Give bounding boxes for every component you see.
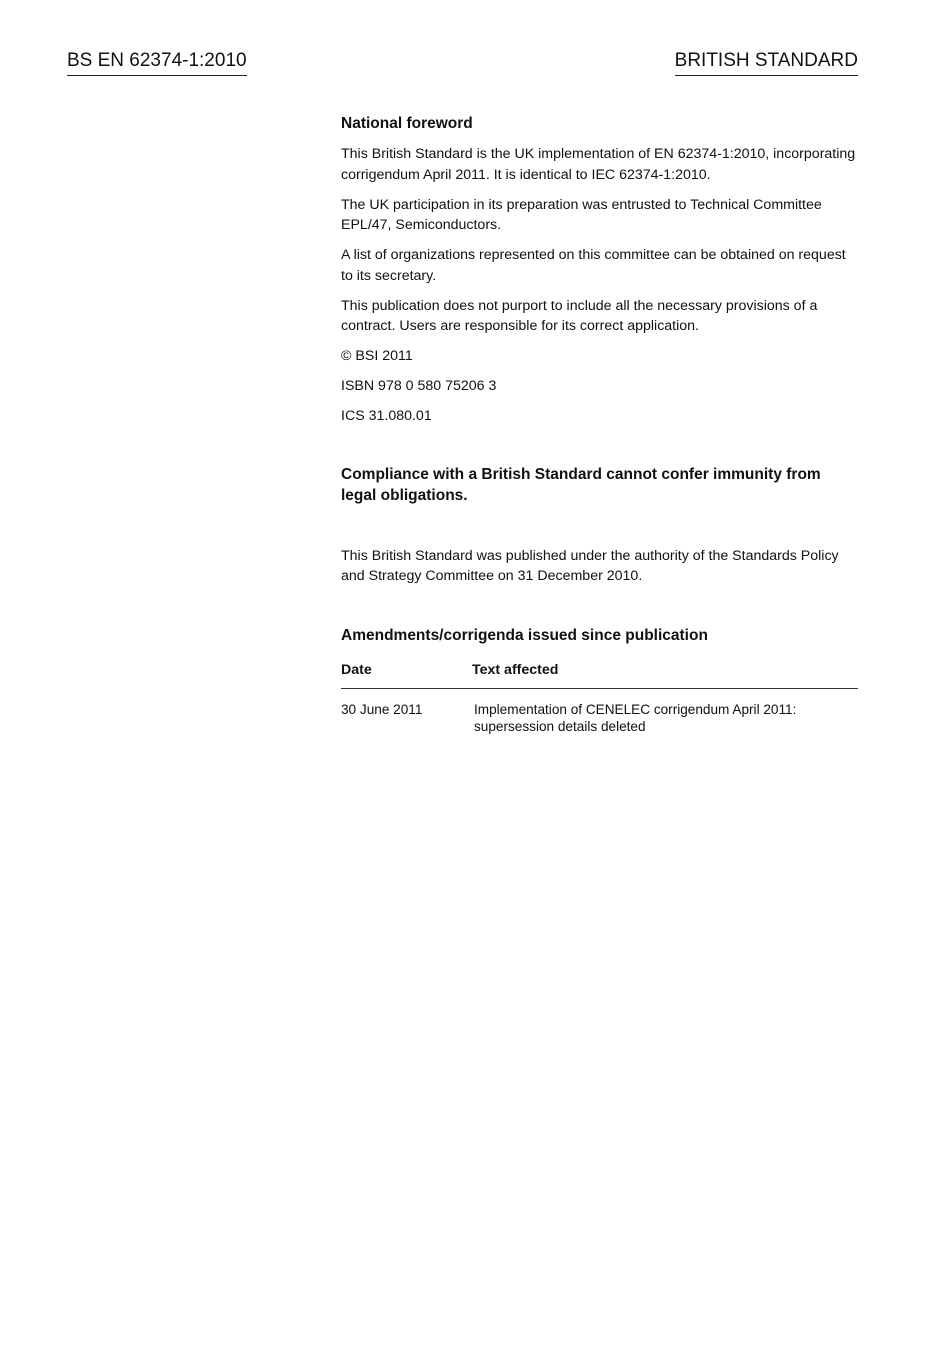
column-header-date: Date — [341, 661, 372, 678]
compliance-statement: Compliance with a British Standard cannot confer immunity from legal obligations. — [341, 465, 821, 504]
document-number: BS EN 62374-1:2010 — [67, 50, 247, 76]
foreword-paragraph-provisions: This publication does not purport to include all the necessary provisions of a contract. Users are responsible for its correct application. — [341, 297, 818, 334]
column-header-text-affected: Text affected — [472, 661, 559, 678]
foreword-paragraph-implementation: This British Standard is the UK implementation of EN 62374-1:2010, incorporating corrigendum April 2011. It is identical to IEC 62374-1:2010. — [341, 146, 856, 183]
amendment-date: 30 June 2011 — [341, 701, 423, 717]
amendments-table — [341, 661, 858, 735]
amendments-heading: Amendments/corrigenda issued since publication — [341, 626, 708, 644]
isbn-line: ISBN 978 0 580 75206 3 — [341, 378, 497, 394]
document-type: BRITISH STANDARD — [675, 50, 858, 76]
copyright-line: © BSI 2011 — [341, 348, 413, 364]
table-row — [341, 689, 858, 735]
amendments-table-header — [341, 661, 858, 689]
ics-line: ICS 31.080.01 — [341, 408, 432, 424]
foreword-heading: National foreword — [341, 115, 473, 132]
main-content — [341, 114, 858, 735]
amendment-text: Implementation of CENELEC corrigendum April 2011: supersession details deleted — [474, 701, 797, 734]
foreword-paragraph-organizations: A list of organizations represented on this committee can be obtained on request to its secretary. — [341, 247, 846, 284]
publication-note: This British Standard was published under the authority of the Standards Policy and Strategy Committee on 31 December 2010. — [341, 547, 839, 584]
foreword-paragraph-participation: The UK participation in its preparation was entrusted to Technical Committee EPL/47, Semiconductors. — [341, 196, 822, 233]
